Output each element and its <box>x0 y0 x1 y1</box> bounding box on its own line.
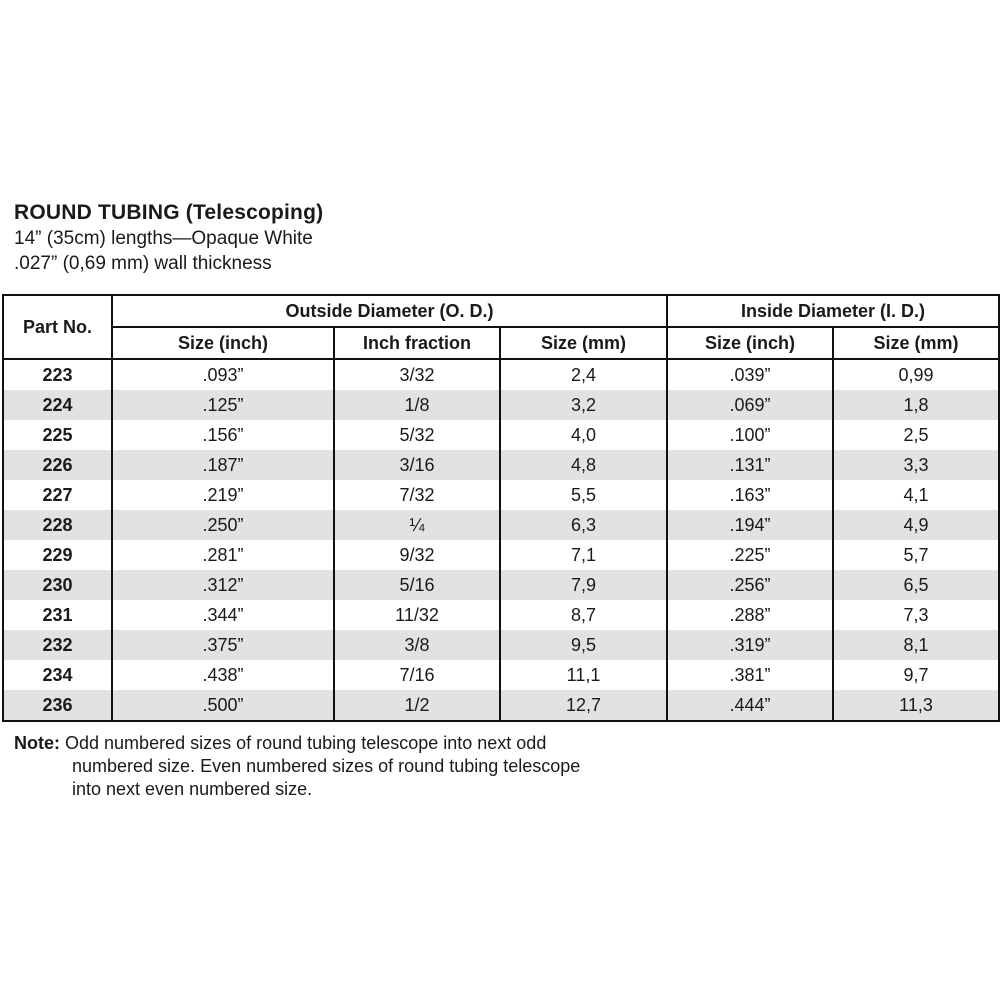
cell-od-inch: .156” <box>112 420 334 450</box>
cell-od-inch: .438” <box>112 660 334 690</box>
cell-id-mm: 6,5 <box>833 570 999 600</box>
cell-part: 226 <box>3 450 112 480</box>
cell-od-mm: 2,4 <box>500 359 667 390</box>
cell-part: 227 <box>42 485 73 505</box>
cell-od-fraction: 5/32 <box>334 420 500 450</box>
cell-id-inch: .131” <box>667 450 833 480</box>
tubing-spec-table <box>2 294 1000 722</box>
cell-od-fraction: 7/32 <box>334 480 500 510</box>
cell-od-fraction: 3/16 <box>334 450 500 480</box>
wall-thickness-description: .027” (0,69 mm) wall thickness <box>14 253 272 274</box>
cell-id-mm: 0,99 <box>833 359 999 390</box>
table-row <box>3 390 999 420</box>
cell-part: 223 <box>42 365 73 385</box>
cell-id-inch: .069” <box>667 390 833 420</box>
cell-id-inch: .225” <box>667 540 833 570</box>
table-row <box>3 480 999 510</box>
cell-id-inch: .194” <box>667 510 833 540</box>
cell-od-inch: .125” <box>112 390 334 420</box>
id-size-mm-header: Size (mm) <box>833 327 999 359</box>
table-row <box>3 600 999 630</box>
cell-od-inch: .250” <box>112 510 334 540</box>
cell-id-inch: .444” <box>667 690 833 721</box>
cell-od-mm: 4,8 <box>500 450 667 480</box>
cell-od-fraction: 5/16 <box>334 570 500 600</box>
note-line-3: into next even numbered size. <box>72 779 313 799</box>
cell-id-inch: .100” <box>667 420 833 450</box>
cell-part: 236 <box>3 690 112 721</box>
cell-od-inch: .219” <box>112 480 334 510</box>
cell-id-mm: 3,3 <box>833 450 999 480</box>
cell-od-fraction: 11/32 <box>334 600 500 630</box>
cell-part: 232 <box>3 630 112 660</box>
outside-diameter-header: Outside Diameter (O. D.) <box>112 295 667 327</box>
cell-part: 224 <box>3 390 112 420</box>
cell-id-mm: 5,7 <box>833 540 999 570</box>
cell-part: 230 <box>3 570 112 600</box>
cell-id-inch: .288” <box>667 600 833 630</box>
cell-part: 231 <box>42 605 73 625</box>
table-row <box>3 510 999 540</box>
table-row <box>3 660 999 690</box>
cell-od-inch: .093” <box>112 359 334 390</box>
od-inch-fraction-header: Inch fraction <box>334 327 500 359</box>
note-line-1: Odd numbered sizes of round tubing telescope into next odd <box>65 733 547 753</box>
cell-part: 234 <box>42 665 73 685</box>
note-line-2: numbered size. Even numbered sizes of round tubing telescope <box>72 756 581 776</box>
cell-id-mm: 11,3 <box>833 690 999 721</box>
cell-od-mm: 8,7 <box>500 600 667 630</box>
cell-id-mm: 4,1 <box>833 480 999 510</box>
heading-block <box>14 200 323 276</box>
inside-diameter-header: Inside Diameter (I. D.) <box>667 295 999 327</box>
length-description: 14” (35cm) lengths—Opaque White <box>14 228 313 249</box>
cell-id-inch: .163” <box>667 480 833 510</box>
table-row <box>3 359 999 390</box>
table-row <box>3 630 999 660</box>
table-row <box>3 540 999 570</box>
cell-od-inch: .375” <box>112 630 334 660</box>
cell-od-fraction: 3/8 <box>334 630 500 660</box>
table-row <box>3 570 999 600</box>
cell-od-inch: .500” <box>112 690 334 721</box>
cell-od-mm: 9,5 <box>500 630 667 660</box>
cell-od-mm: 5,5 <box>500 480 667 510</box>
cell-id-inch: .381” <box>667 660 833 690</box>
cell-id-mm: 2,5 <box>833 420 999 450</box>
cell-od-inch: .344” <box>112 600 334 630</box>
cell-id-inch: .319” <box>667 630 833 660</box>
page-title: ROUND TUBING (Telescoping) <box>14 201 324 224</box>
cell-od-fraction: 1/2 <box>334 690 500 721</box>
cell-od-mm: 12,7 <box>500 690 667 721</box>
cell-part: 228 <box>3 510 112 540</box>
od-size-mm-header: Size (mm) <box>500 327 667 359</box>
table-body <box>3 359 999 721</box>
cell-od-fraction: 3/32 <box>334 359 500 390</box>
cell-od-mm: 7,9 <box>500 570 667 600</box>
cell-od-fraction: ¼ <box>334 510 500 540</box>
part-number-header: Part No. <box>3 295 112 359</box>
cell-od-inch: .187” <box>112 450 334 480</box>
cell-od-mm: 7,1 <box>500 540 667 570</box>
cell-od-inch: .281” <box>112 540 334 570</box>
table-row <box>3 690 999 721</box>
cell-id-mm: 9,7 <box>833 660 999 690</box>
note-block <box>14 732 694 801</box>
cell-id-mm: 7,3 <box>833 600 999 630</box>
table-row <box>3 420 999 450</box>
cell-id-mm: 8,1 <box>833 630 999 660</box>
cell-od-fraction: 9/32 <box>334 540 500 570</box>
cell-id-mm: 1,8 <box>833 390 999 420</box>
cell-part: 225 <box>42 425 73 445</box>
cell-od-mm: 4,0 <box>500 420 667 450</box>
table-row <box>3 450 999 480</box>
cell-od-inch: .312” <box>112 570 334 600</box>
cell-od-fraction: 7/16 <box>334 660 500 690</box>
od-size-inch-header: Size (inch) <box>112 327 334 359</box>
cell-od-mm: 3,2 <box>500 390 667 420</box>
cell-id-inch: .256” <box>667 570 833 600</box>
cell-od-mm: 6,3 <box>500 510 667 540</box>
id-size-inch-header: Size (inch) <box>667 327 833 359</box>
cell-id-mm: 4,9 <box>833 510 999 540</box>
cell-part: 229 <box>42 545 73 565</box>
cell-od-fraction: 1/8 <box>334 390 500 420</box>
cell-id-inch: .039” <box>667 359 833 390</box>
cell-od-mm: 11,1 <box>500 660 667 690</box>
note-label: Note: <box>14 733 60 753</box>
